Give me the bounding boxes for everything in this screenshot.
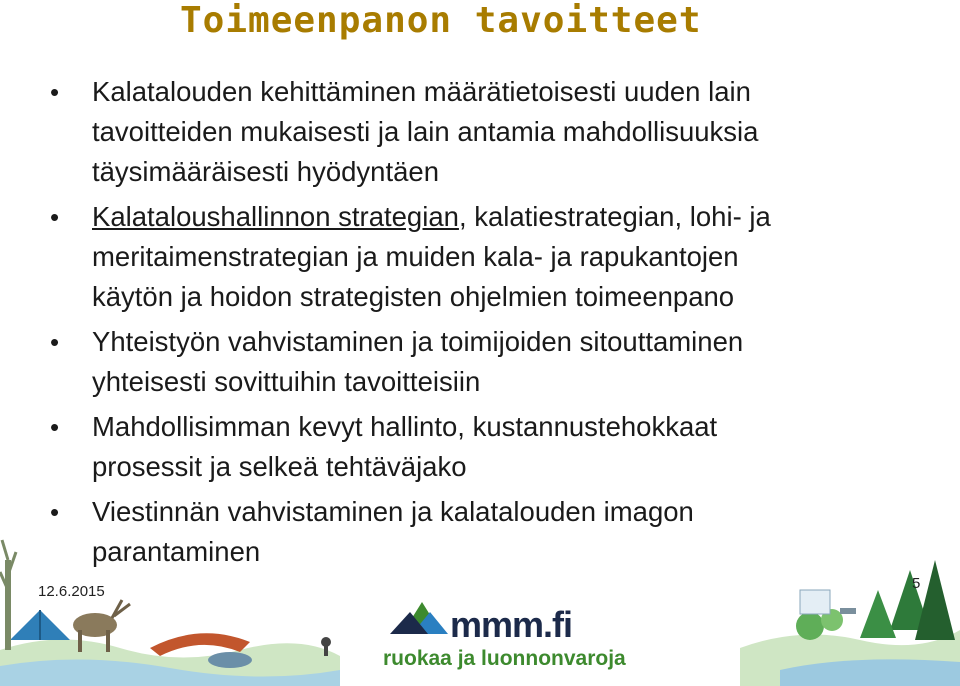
bullet-line: Kalatalouden kehittäminen määrätietoisesti uuden lain [92, 76, 751, 107]
page-number: 5 [912, 575, 921, 592]
bullet-dot: • [50, 202, 60, 232]
bullet-list [50, 72, 940, 577]
bullet-line: yhteisesti sovittuihin tavoitteisiin [92, 366, 481, 397]
bullet-line: tavoitteiden mukaisesti ja lain antamia mahdollisuuksia [92, 116, 759, 147]
bullet-dot: • [50, 497, 60, 527]
bullet-item [50, 197, 940, 317]
bullet-line: Viestinnän vahvistaminen ja kalatalouden imagon [92, 496, 694, 527]
bullet-line: prosessit ja selkeä tehtäväjako [92, 451, 467, 482]
nature-illustration-left [0, 530, 340, 686]
bullet-line: täysimääräisesti hyödyntäen [92, 156, 439, 187]
bullet-dot: • [50, 77, 60, 107]
bullet-line: Mahdollisimman kevyt hallinto, kustannustehokkaat [92, 411, 718, 442]
slide-date: 12.6.2015 [38, 583, 105, 600]
nature-illustration-right [740, 530, 960, 686]
bullet-item [50, 407, 940, 487]
bullet-dot: • [50, 412, 60, 442]
logo-tagline: ruokaa ja luonnonvaroja [383, 647, 626, 670]
bullet-line [92, 197, 940, 237]
slide-title: Toimeenpanon tavoitteet [180, 0, 702, 41]
bullet-item [50, 322, 940, 402]
bullet-line: Yhteistyön vahvistaminen ja toimijoiden sitouttaminen [92, 326, 744, 357]
bullet-line-rest: , kalatiestrategian, lohi- ja [458, 201, 771, 232]
bullet-dot: • [50, 327, 60, 357]
bullet-line: meritaimenstrategian ja muiden kala- ja rapukantojen [92, 241, 739, 272]
bullet-line: käytön ja hoidon strategisten ohjelmien toimeenpano [92, 281, 735, 312]
logo-wordmark: mmm.fi [450, 604, 573, 645]
bullet-line: parantaminen [92, 536, 261, 567]
strategy-link[interactable]: Kalataloushallinnon strategian [92, 201, 459, 232]
bullet-item [50, 72, 940, 192]
